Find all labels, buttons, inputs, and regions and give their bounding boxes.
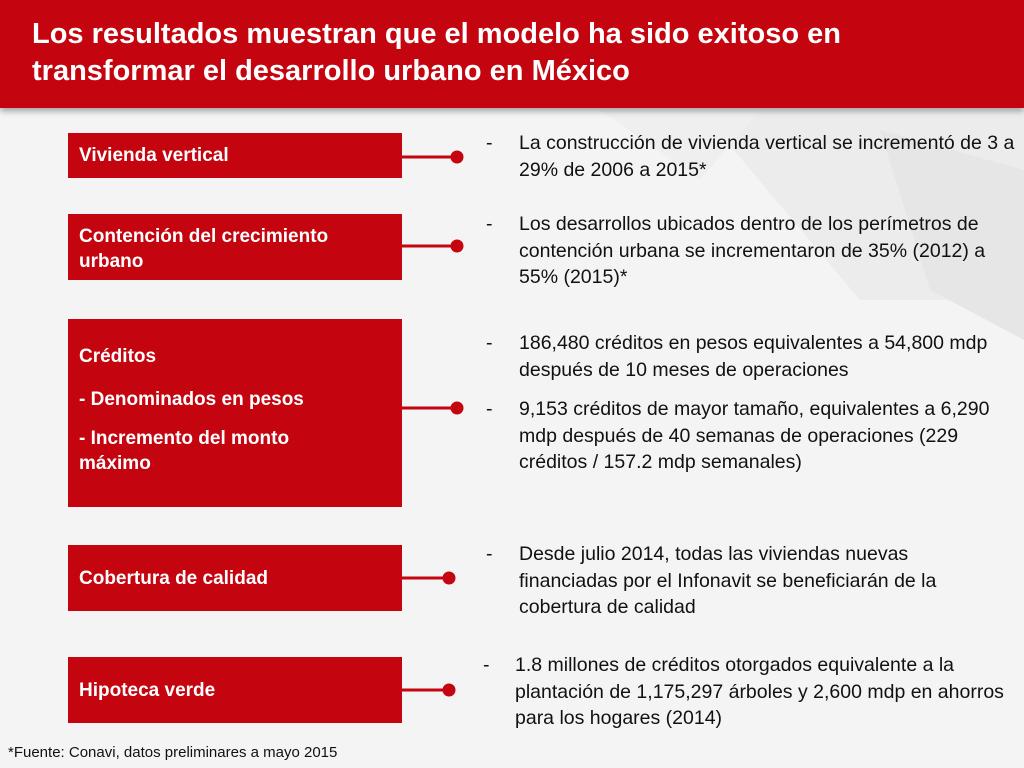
connector-line xyxy=(402,234,472,258)
box-sub-item: - Denominados en pesos xyxy=(79,389,304,410)
page-title: Los resultados muestran que el modelo ha sido exitoso en transformar el desarrollo urbano en México xyxy=(32,18,841,87)
bullet-dash: - xyxy=(486,398,493,420)
connector-line xyxy=(402,145,472,169)
bullet-dash: - xyxy=(486,132,493,154)
box-label: Contención del crecimiento urbano xyxy=(79,226,329,272)
bullet-item xyxy=(486,541,1006,621)
footnote: *Fuente: Conavi, datos preliminares a mayo 2015 xyxy=(8,744,338,761)
bullet-item xyxy=(486,330,1006,383)
bullet-dash: - xyxy=(486,213,493,235)
box-label: Hipoteca verde xyxy=(79,680,216,701)
bullet-item xyxy=(486,211,1016,291)
box-label: Créditos xyxy=(79,346,157,367)
bullet-text: 186,480 créditos en pesos equivalentes a 54,800 mdp después de 10 meses de operaciones xyxy=(519,332,988,381)
box-hipoteca-verde xyxy=(68,657,402,723)
bullet-text: Desde julio 2014, todas las viviendas nuevas financiadas por el Infonavit se beneficiarán de la cobertura de calidad xyxy=(519,543,937,618)
box-cobertura xyxy=(68,545,402,611)
box-label: Cobertura de calidad xyxy=(79,568,268,589)
bullet-text: 9,153 créditos de mayor tamaño, equivalentes a 6,290 mdp después de 40 semanas de operaciones (229 créditos / 157.2 mdp semanales) xyxy=(519,398,990,473)
bullet-dash: - xyxy=(486,543,493,565)
bullet-text: La construcción de vivienda vertical se incrementó de 3 a 29% de 2006 a 2015* xyxy=(519,132,1015,181)
bullet-text: 1.8 millones de créditos otorgados equivalente a la plantación de 1,175,297 árboles y 2,600 mdp en ahorros para los hogares (2014) xyxy=(515,654,1004,729)
bullet-dash: - xyxy=(483,654,490,676)
box-creditos xyxy=(68,319,402,507)
bullet-item xyxy=(486,396,1006,476)
connector-line xyxy=(402,396,472,420)
connector-line xyxy=(402,678,472,702)
bullet-item xyxy=(486,130,1016,183)
box-sub-item: - Incremento del monto máximo xyxy=(79,428,290,474)
box-label: Vivienda vertical xyxy=(79,145,229,166)
bullet-text: Los desarrollos ubicados dentro de los perímetros de contención urbana se incrementaron de 35% (2012) a 55% (2015)* xyxy=(519,213,986,288)
bullet-dash: - xyxy=(486,332,493,354)
connector-line xyxy=(402,566,472,590)
bullet-item xyxy=(483,652,1016,732)
box-contencion xyxy=(68,214,402,280)
title-bar xyxy=(0,0,1024,108)
box-vivienda-vertical xyxy=(68,133,402,178)
